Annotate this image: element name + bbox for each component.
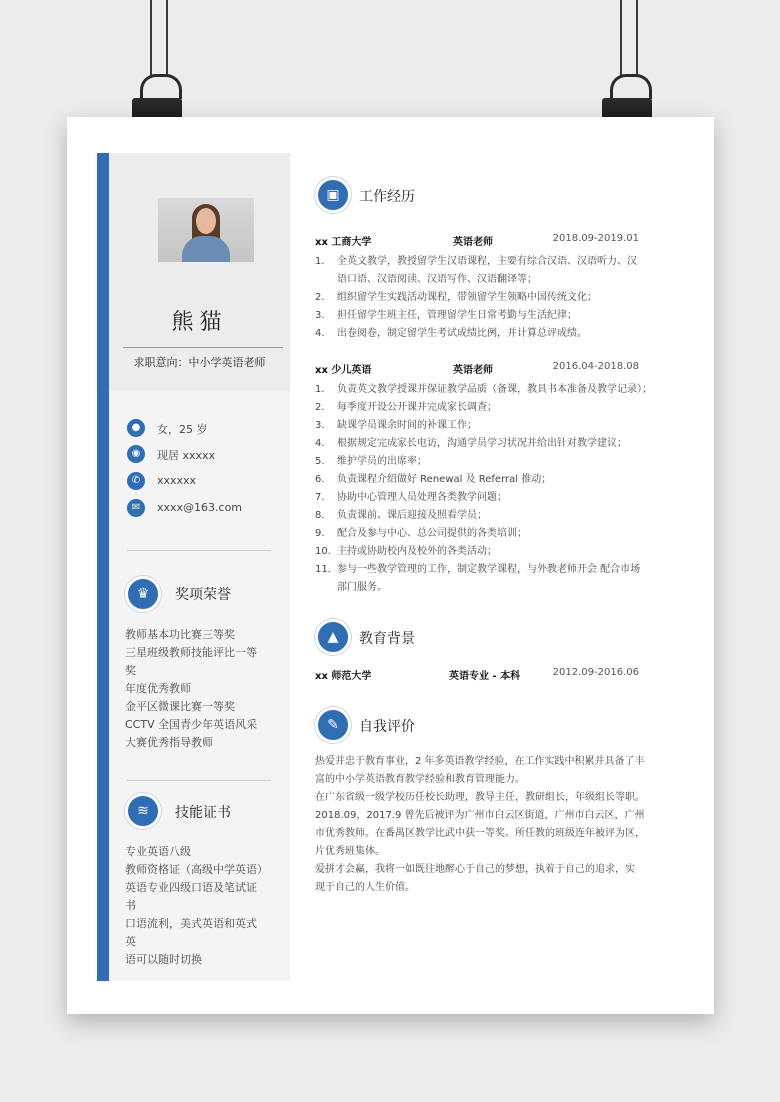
job-header: xx 少儿英语 英语老师 2016.04-2018.08	[315, 361, 639, 376]
location-icon: ◉	[127, 445, 145, 463]
list-item: 3. 担任留学生班主任，管理留学生日常考勤与生活纪律；	[315, 310, 577, 321]
list-item: 教师资格证（高级中学英语）	[125, 863, 268, 876]
self-eval-text: 热爱并忠于教育事业，2 年多英语教学经验，在工作实践中积累并具备了丰 富的中小学英语教育教学经验和教育管理能力。 在广东省级一级学校历任校长助理，教导主任，教研组长，年级组长等职。 2018.09，2017.9 曾先后被评为广州市白云区街道，广州市白云区，广州 市优秀教师。在番禺区教学比武中获一等奖。所任教的班级连年被评为区， 片优秀班集体。 爱拼才会赢，我将一如既往地醉心于自己的梦想，执着于自己的追求，实 现于自己的人生价值。	[315, 756, 645, 893]
edit-icon: ✎	[315, 707, 351, 743]
skills-list	[125, 843, 267, 969]
awards-list	[125, 626, 267, 752]
education-title: 教育背景	[359, 631, 415, 647]
list-item: 口语流利，美式英语和英式英	[125, 917, 257, 948]
list-item: 6. 负责课程介绍做好 Renewal 及 Referral 推动；	[315, 474, 552, 485]
education-row: xx 师范大学 英语专业 - 本科 2012.09-2016.06	[315, 667, 639, 682]
list-item: 金平区微课比赛一等奖	[125, 700, 235, 713]
list-item: 奖	[125, 664, 136, 677]
name-divider	[123, 347, 283, 348]
list-item: 2. 组织留学生实践活动课程，带领留学生领略中国传统文化；	[315, 292, 597, 303]
side-divider	[127, 780, 271, 781]
resume-paper	[67, 117, 714, 1014]
list-item: 大赛优秀指导教师	[125, 736, 213, 749]
person-icon: ●	[127, 419, 145, 437]
job-header: xx 工商大学 英语老师 2018.09-2019.01	[315, 233, 639, 248]
list-item: 11. 参与一些教学管理的工作，制定教学课程，与外教老师开会 配合市场	[315, 564, 641, 575]
list-item: 3. 缺课学员课余时间的补课工作；	[315, 420, 477, 431]
list-item: 4. 根据规定完成家长电访，沟通学员学习状况并给出针对教学建议；	[315, 438, 627, 449]
list-item: 5. 维护学员的出席率；	[315, 456, 427, 467]
list-item: 部门服务。	[337, 582, 387, 593]
list-item: CCTV 全国青少年英语风采	[125, 718, 258, 731]
briefcase-icon: ▣	[315, 177, 351, 213]
list-item: 语口语、汉语阅读、汉语写作、汉语翻译等；	[337, 274, 537, 285]
info-location: ◉ 现居 xxxxx	[127, 445, 287, 465]
awards-title: 奖项荣誉	[175, 587, 231, 603]
phone-icon: ✆	[127, 472, 145, 490]
accent-bar	[97, 153, 109, 981]
list-item: 书	[125, 899, 136, 912]
profile-photo	[158, 198, 254, 262]
list-item: 英语专业四级口语及笔试证	[125, 881, 257, 894]
job-duties-list	[315, 253, 655, 343]
list-item: 年度优秀教师	[125, 682, 191, 695]
list-item: 9. 配合及参与中心、总公司提供的各类培训；	[315, 528, 527, 539]
work-title: 工作经历	[359, 189, 415, 205]
skills-title: 技能证书	[175, 805, 231, 821]
list-item: 三星班级教师技能评比一等	[125, 646, 257, 659]
list-item: 2. 每季度开设公开课并完成家长调查；	[315, 402, 497, 413]
layers-icon: ≋	[125, 793, 161, 829]
self-eval-title: 自我评价	[359, 719, 415, 735]
graduation-cap-icon: ▲	[315, 619, 351, 655]
info-phone: ✆ xxxxxx	[127, 472, 287, 492]
info-email: ✉ xxxx@163.com	[127, 499, 287, 519]
list-item: 10. 主持或协助校内及校外的各类活动；	[315, 546, 497, 557]
list-item: 8. 负责课前、课后迎接及照看学员；	[315, 510, 487, 521]
candidate-name: 熊猫	[171, 310, 228, 335]
list-item: 4. 出卷阅卷，制定留学生考试成绩比例，并计算总评成绩。	[315, 328, 587, 339]
list-item: 专业英语八级	[125, 845, 191, 858]
side-divider	[127, 550, 271, 551]
info-gender-age: ● 女，25 岁	[127, 419, 287, 439]
job-intent: 求职意向：中小学英语老师	[133, 356, 266, 369]
side-panel	[109, 153, 290, 981]
job-duties-list	[315, 381, 655, 597]
mail-icon: ✉	[127, 499, 145, 517]
profile-header	[109, 153, 290, 391]
trophy-icon: ♛	[125, 576, 161, 612]
list-item: 1. 全英文教学，教授留学生汉语课程，主要有综合汉语、汉语听力、汉	[315, 256, 637, 267]
list-item: 语可以随时切换	[125, 953, 202, 966]
list-item: 教师基本功比赛三等奖	[125, 628, 235, 641]
list-item: 7. 协助中心管理人员处理各类教学问题；	[315, 492, 507, 503]
list-item: 1. 负责英文教学授课并保证教学品质（备课，教具书本准备及教学记录）；	[315, 384, 652, 395]
